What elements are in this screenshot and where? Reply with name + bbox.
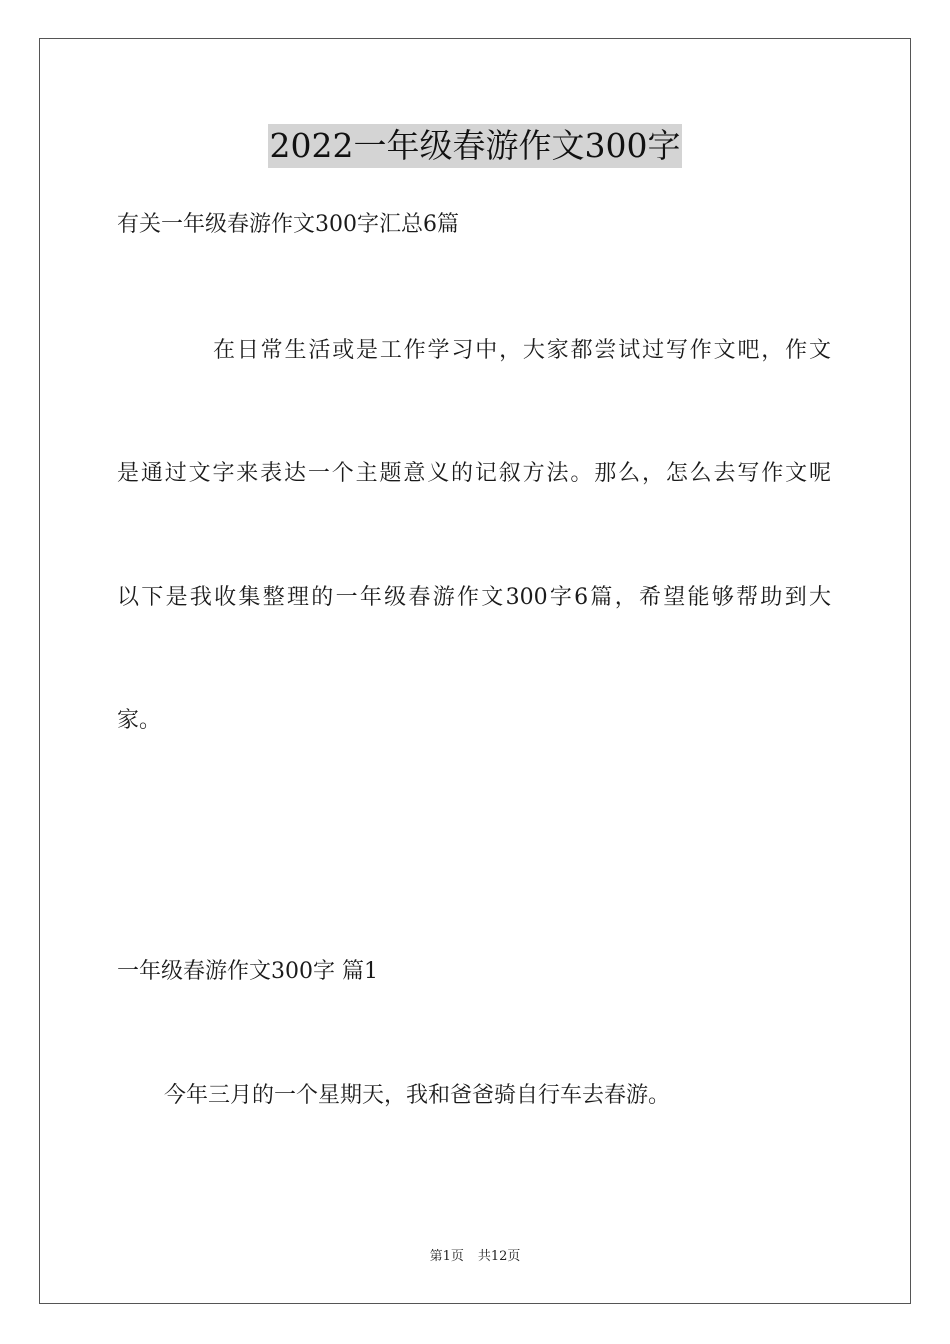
intro-line-1: 在日常生活或是工作学习中，大家都尝试过写作文吧，作文 — [213, 338, 831, 363]
document-title: 2022一年级春游作文300字 — [268, 124, 683, 168]
page-number: 第1页 — [429, 1249, 464, 1264]
section-heading: 一年级春游作文300字 篇1 — [117, 959, 378, 984]
page-total: 共12页 — [477, 1249, 521, 1264]
page-footer — [0, 1248, 950, 1266]
intro-line-4: 家。 — [117, 708, 162, 733]
title-container — [0, 124, 950, 168]
section-paragraph: 今年三月的一个星期天，我和爸爸骑自行车去春游。 — [164, 1083, 671, 1108]
intro-line-2: 是通过文字来表达一个主题意义的记叙方法。那么，怎么去写作文呢 — [117, 461, 831, 486]
intro-line-3: 以下是我收集整理的一年级春游作文300字6篇，希望能够帮助到大 — [117, 585, 831, 610]
document-subtitle: 有关一年级春游作文300字汇总6篇 — [117, 212, 459, 237]
